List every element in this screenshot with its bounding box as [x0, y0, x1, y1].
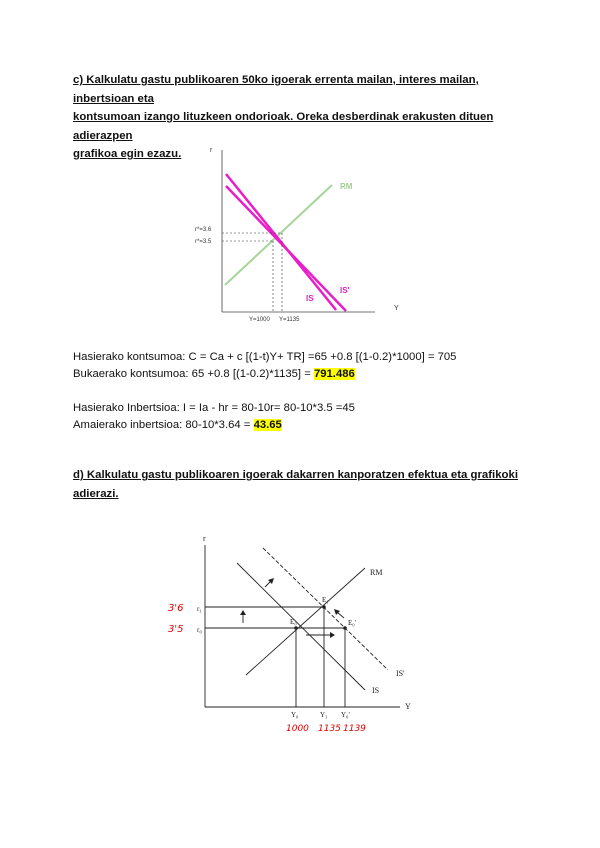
initial-consumption-line: Hasierako kontsumoa: C = Ca + c [(1-t)Y+ TR] =65 +0.8 [(1-0.2)*1000] = 705: [73, 351, 457, 363]
graph2-e0-label: E₀: [290, 618, 297, 626]
final-investment-value: 43.65: [253, 419, 282, 431]
final-consumption-line: [73, 366, 355, 383]
graph1-is-prime-curve: [226, 186, 346, 311]
graph2-is-prime-curve: [263, 548, 388, 670]
graph2-is-label: IS: [372, 686, 380, 695]
graph2-e0-prime-label: E₀': [348, 619, 356, 627]
section-c-heading-line3: grafikoa egin ezazu.: [73, 148, 182, 160]
graph2-is-shift-arrow-icon: [265, 578, 274, 587]
graph2-e0-point: [294, 626, 298, 630]
graph2-e0-prime-point: [343, 626, 347, 630]
initial-investment-line: Hasierako Inbertsioa: I = Ia - hr = 80-10r= 80-10*3.5 =45: [73, 402, 355, 414]
final-investment-line: [73, 417, 282, 434]
graph2-r1-label: r₁: [197, 605, 202, 613]
graph2-output-right-arrow-icon: [306, 632, 335, 638]
graph2-rm-label: RM: [370, 568, 383, 577]
graph2-rate-up-arrow-icon: [240, 610, 246, 623]
graph2-hw-y0: 1000: [286, 724, 309, 734]
graph1-y-low-label: Y=1000: [249, 317, 270, 323]
section-c-heading-line2: kontsumoan izango lituzkeen ondorioak. Oreka desberdinak erakusten dituen adierazpen: [73, 111, 494, 142]
graph2-hw-y1: 1135: [318, 724, 341, 734]
graph2-e1-label: E₁: [322, 596, 329, 604]
section-d-heading-line2: adierazi.: [73, 487, 119, 500]
graph2-y0-prime-label: Y₀': [341, 711, 350, 719]
graph2-hw-r1: 3'6: [168, 603, 184, 614]
graph1-y-high-label: Y=1135: [279, 317, 300, 323]
graph1-r-high-label: r*=3.6: [195, 227, 212, 233]
graph1-rm-label: RM: [340, 182, 353, 191]
crowding-out-graph: [160, 525, 425, 750]
graph1-y-axis-label: r: [210, 147, 213, 154]
graph1-r-low-label: r*=3.5: [195, 239, 212, 245]
graph2-y0-label: Y₀: [291, 711, 299, 719]
graph2-crowding-out-arrow-icon: [334, 609, 344, 618]
is-rm-graph-1: [170, 140, 410, 325]
section-d-heading: [73, 466, 531, 503]
graph2-r0-label: r₀: [197, 626, 202, 634]
graph2-e1-point: [322, 605, 326, 609]
graph2-y1-label: Y₁: [320, 711, 328, 719]
graph1-is-label: IS: [306, 294, 314, 303]
final-consumption-text: Bukaerako kontsumoa: 65 +0.8 [(1-0.2)*1135] =: [73, 368, 311, 380]
section-d-heading-line1: d) Kalkulatu gastu publikoaren igoerak dakarren kanporatzen efektua eta grafikoki: [73, 469, 518, 481]
section-c-heading-line1: c) Kalkulatu gastu publikoaren 50ko igoerak errenta mailan, interes mailan, inbertsioan eta: [73, 74, 479, 105]
graph2-hw-y0-prime: 1139: [343, 724, 366, 734]
graph2-y-axis-label: r: [203, 534, 206, 543]
graph2-x-axis-label: Y: [405, 702, 411, 711]
final-investment-text: Amaierako inbertsioa: 80-10*3.64 =: [73, 419, 251, 431]
graph2-hw-r0: 3'5: [168, 624, 184, 635]
final-consumption-value: 791.486: [313, 368, 355, 380]
graph1-x-axis-label: Y: [394, 305, 399, 312]
graph1-is-prime-label: IS': [340, 286, 350, 295]
graph2-is-prime-label: IS': [396, 669, 405, 678]
